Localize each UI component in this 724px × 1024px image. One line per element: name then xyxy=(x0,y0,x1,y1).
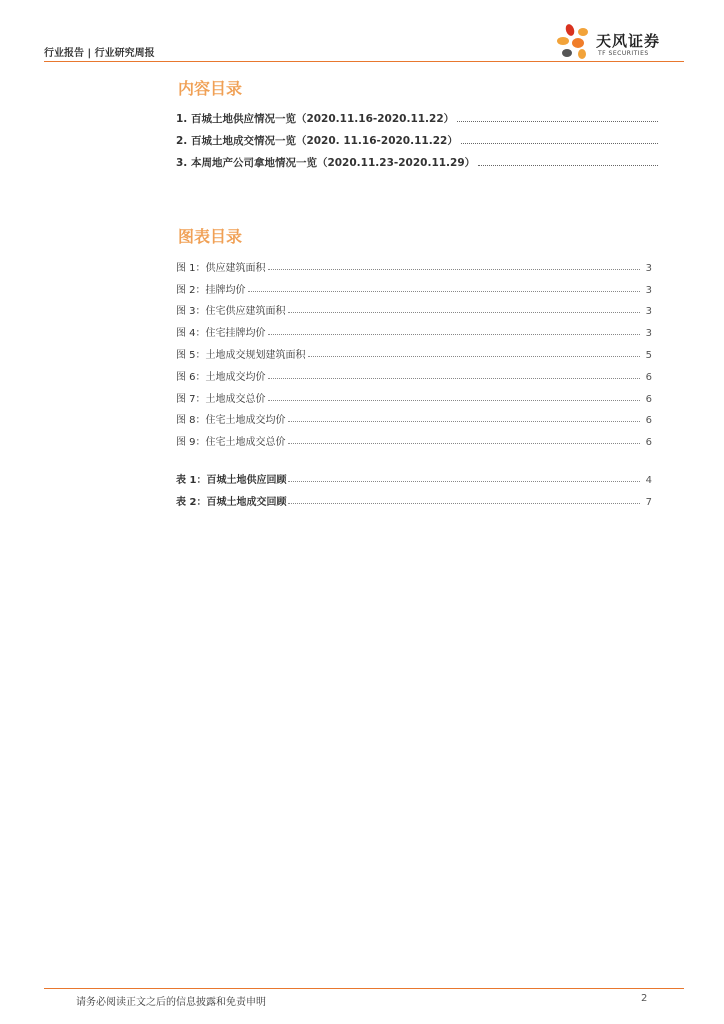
figure-item-label: 图 5：土地成交规划建筑面积 xyxy=(176,349,306,361)
figure-item-page: 6 xyxy=(645,371,652,383)
figure-item-label: 图 3：住宅供应建筑面积 xyxy=(176,306,286,318)
dot-leader xyxy=(461,143,658,144)
figure-item-label: 图 7：土地成交总价 xyxy=(176,393,266,405)
dot-leader xyxy=(288,312,640,313)
figure-item-page: 6 xyxy=(645,437,652,449)
figure-item[interactable] xyxy=(176,274,652,296)
table-item[interactable] xyxy=(176,464,652,486)
figure-item-page: 5 xyxy=(645,349,652,361)
toc-item[interactable] xyxy=(176,126,658,148)
figure-item[interactable] xyxy=(176,252,652,274)
footer-divider xyxy=(44,988,684,989)
dot-leader xyxy=(288,503,640,504)
figures-list xyxy=(176,252,652,448)
figure-item-page: 3 xyxy=(645,306,652,318)
figure-item-page: 6 xyxy=(645,393,652,405)
header-divider xyxy=(44,61,684,62)
figure-item[interactable] xyxy=(176,296,652,318)
figure-item[interactable] xyxy=(176,405,652,427)
dot-leader xyxy=(268,334,640,335)
dot-leader xyxy=(268,269,640,270)
figure-item[interactable] xyxy=(176,383,652,405)
dot-leader xyxy=(288,443,640,444)
page-number: 2 xyxy=(641,993,648,1004)
figure-item[interactable] xyxy=(176,317,652,339)
figure-item-page: 3 xyxy=(645,328,652,340)
figure-item[interactable] xyxy=(176,426,652,448)
table-item-label: 表 1：百城土地供应回顾 xyxy=(176,474,287,486)
dot-leader xyxy=(478,165,658,166)
figure-item-label: 图 9：住宅土地成交总价 xyxy=(176,437,286,449)
dot-leader xyxy=(288,421,640,422)
figures-title: 图表目录 xyxy=(178,227,243,246)
figure-item-page: 3 xyxy=(645,284,652,296)
figure-item-label: 图 1：供应建筑面积 xyxy=(176,262,266,274)
footer-disclaimer: 请务必阅读正文之后的信息披露和免责申明 xyxy=(76,997,266,1008)
figure-item-page: 6 xyxy=(645,415,652,427)
toc-item[interactable] xyxy=(176,148,658,170)
brand-sub: TF SECURITIES xyxy=(598,50,649,57)
dot-leader xyxy=(268,400,640,401)
brand-name: 天风证券 xyxy=(596,32,661,50)
dot-leader xyxy=(248,291,640,292)
flower-logo-icon xyxy=(556,22,596,62)
figure-item-label: 图 8：住宅土地成交均价 xyxy=(176,415,286,427)
dot-leader xyxy=(308,356,640,357)
figure-item-label: 图 4：住宅挂牌均价 xyxy=(176,328,266,340)
figure-item-page: 3 xyxy=(645,262,652,274)
tables-list xyxy=(176,464,652,508)
figure-item[interactable] xyxy=(176,361,652,383)
header-category: 行业报告 | 行业研究周报 xyxy=(44,48,155,59)
toc-item-label: 3. 本周地产公司拿地情况一览（2020.11.23-2020.11.29） xyxy=(176,157,476,169)
toc-item-label: 1. 百城土地供应情况一览（2020.11.16-2020.11.22） xyxy=(176,113,455,125)
table-item-page: 7 xyxy=(645,496,652,508)
toc-item[interactable] xyxy=(176,104,658,126)
contents-title: 内容目录 xyxy=(178,79,243,98)
table-item[interactable] xyxy=(176,486,652,508)
figure-item-label: 图 6：土地成交均价 xyxy=(176,371,266,383)
dot-leader xyxy=(457,121,658,122)
toc-item-label: 2. 百城土地成交情况一览（2020. 11.16-2020.11.22） xyxy=(176,135,458,147)
dot-leader xyxy=(268,378,640,379)
table-item-label: 表 2：百城土地成交回顾 xyxy=(176,496,287,508)
table-item-page: 4 xyxy=(645,474,652,486)
figure-item[interactable] xyxy=(176,339,652,361)
contents-list xyxy=(176,104,658,170)
brand-logo xyxy=(556,22,686,62)
figure-item-label: 图 2：挂牌均价 xyxy=(176,284,246,296)
dot-leader xyxy=(288,481,640,482)
